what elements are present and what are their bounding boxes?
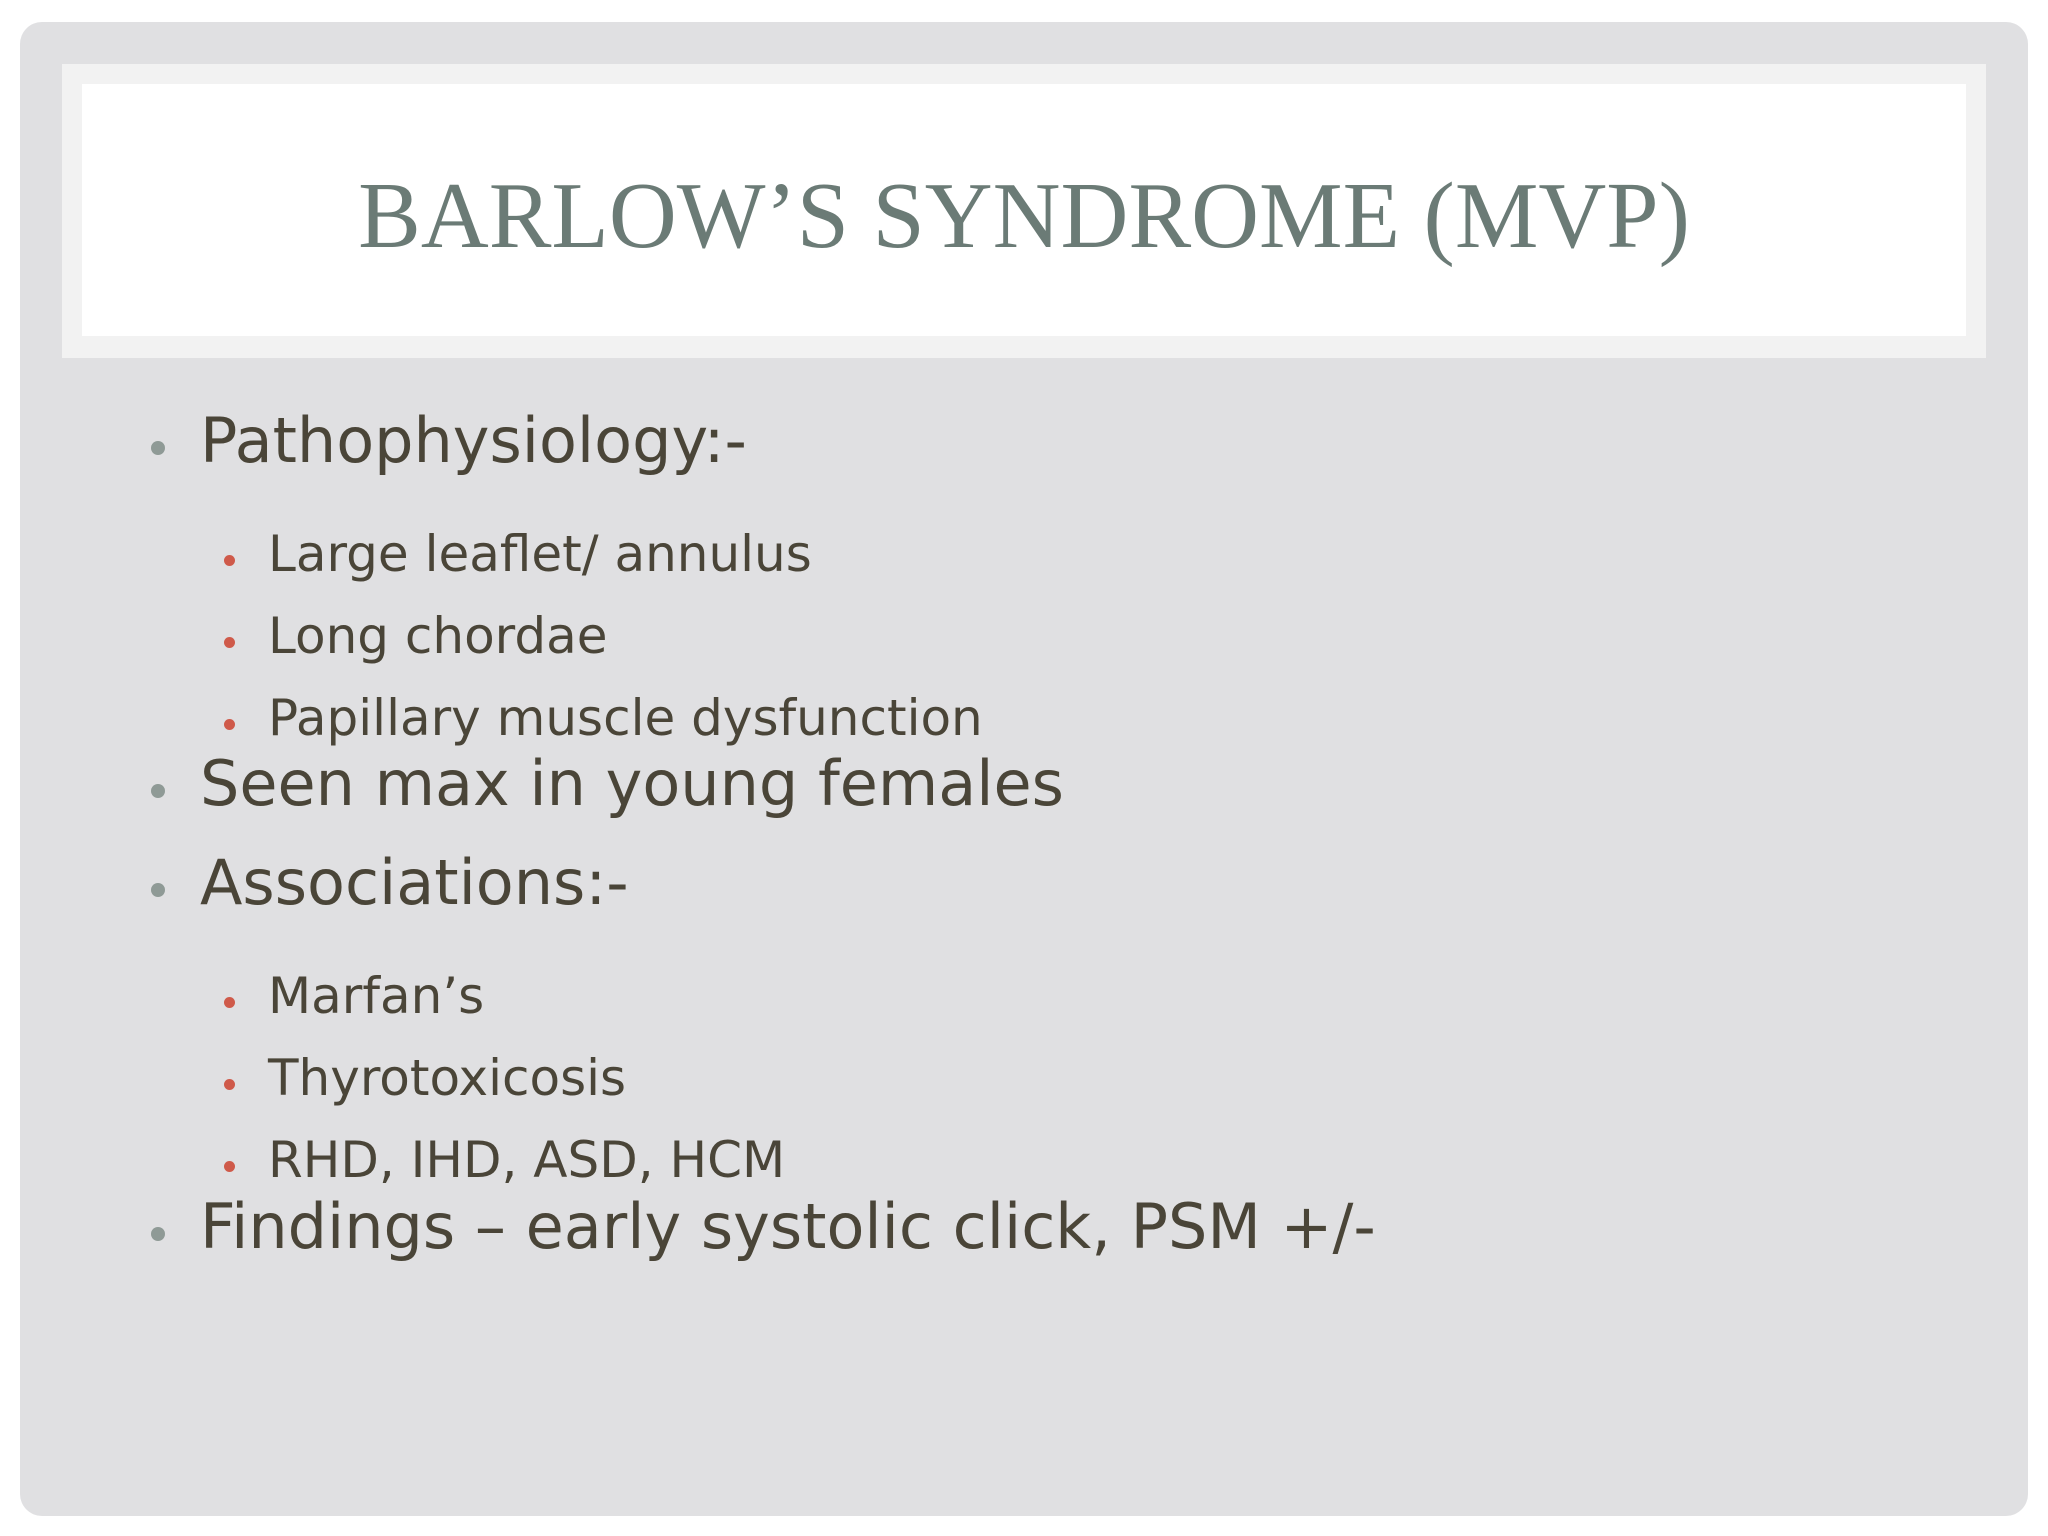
sub-bullet-dot-icon: [224, 637, 235, 648]
bullet-dot-icon: [151, 883, 165, 897]
bullet-text: Pathophysiology:-: [200, 404, 747, 477]
sub-bullet-text: Large leaflet/ annulus: [268, 525, 812, 583]
sub-bullet-dot-icon: [224, 555, 235, 566]
bullet-list: [20, 22, 2028, 1516]
sub-bullet-dot-icon: [224, 719, 235, 730]
bullet-item: [200, 747, 1064, 820]
sub-bullet-text: Papillary muscle dysfunction: [268, 689, 983, 747]
sub-bullet-dot-icon: [224, 1079, 235, 1090]
slide: [20, 22, 2028, 1516]
sub-bullet-item: [268, 525, 812, 583]
sub-bullet-text: Long chordae: [268, 607, 608, 665]
sub-bullet-item: [268, 607, 607, 665]
sub-bullet-text: RHD, IHD, ASD, HCM: [268, 1131, 786, 1189]
sub-bullet-dot-icon: [224, 1161, 235, 1172]
bullet-dot-icon: [151, 784, 165, 798]
sub-bullet-item: [268, 967, 484, 1025]
sub-bullet-text: Marfan’s: [268, 967, 485, 1025]
bullet-dot-icon: [151, 1227, 165, 1241]
sub-bullet-text: Thyrotoxicosis: [268, 1049, 627, 1107]
bullet-text: Seen max in young females: [200, 747, 1064, 820]
bullet-text: Findings – early systolic click, PSM +/-: [200, 1190, 1376, 1263]
sub-bullet-item: [268, 1131, 785, 1189]
bullet-item: [200, 404, 747, 477]
bullet-dot-icon: [151, 441, 165, 455]
slide-title: BARLOW’S SYNDROME (MVP): [358, 164, 1690, 268]
bullet-item: [200, 846, 629, 919]
sub-bullet-dot-icon: [224, 997, 235, 1008]
bullet-text: Associations:-: [200, 846, 629, 919]
sub-bullet-item: [268, 1049, 626, 1107]
sub-bullet-item: [268, 689, 983, 747]
bullet-item: [200, 1190, 1376, 1263]
